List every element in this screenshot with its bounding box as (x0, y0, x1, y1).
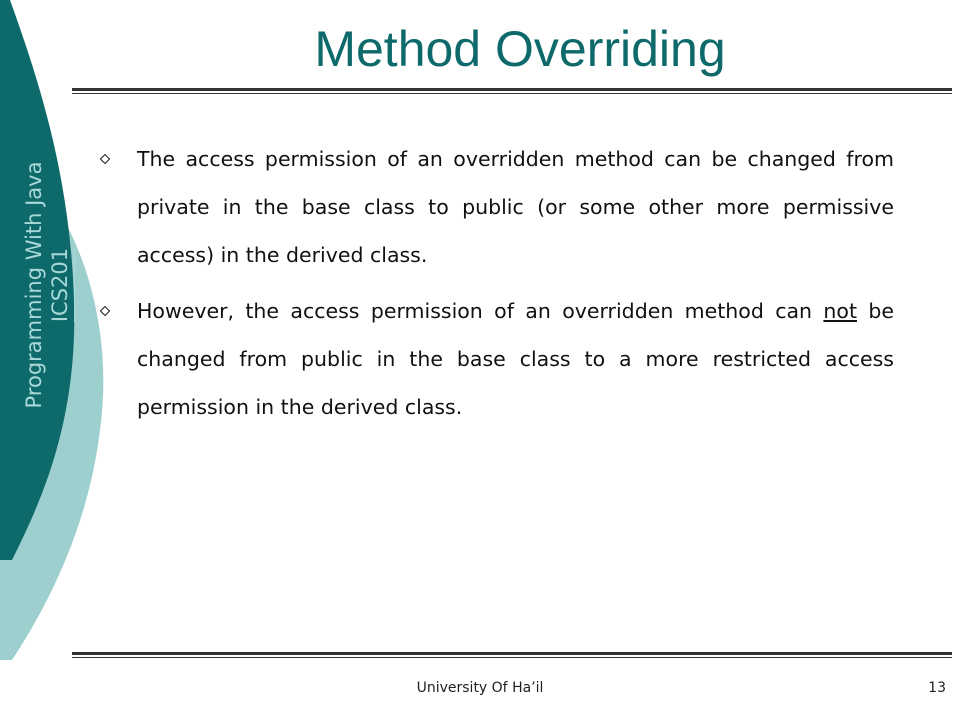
title-divider (72, 88, 952, 91)
bullet-list (100, 135, 894, 439)
slide-title: Method Overriding (314, 21, 726, 77)
bullet-text-before: However, the access permission of an overridden method can (137, 299, 824, 323)
bullet-text-after: be changed from public in the base class to a more restricted access permission in the derived class. (137, 299, 894, 419)
bullet-item (100, 135, 894, 279)
page-number: 13 (928, 680, 946, 696)
footer-university: University Of Ha’il (416, 680, 544, 696)
diamond-bullet-icon (100, 154, 110, 164)
sidebar-course-name: Programming With Java (22, 161, 46, 409)
footer-divider (72, 652, 952, 655)
bullet-text (137, 299, 894, 419)
sidebar-course-label (21, 75, 75, 495)
bullet-item (100, 287, 894, 431)
diamond-bullet-icon (100, 306, 110, 316)
bullet-text: The access permission of an overridden method can be changed from private in the base class to public (or some other more permissive access) in the derived class. (137, 147, 894, 267)
sidebar-course-code: ICS201 (47, 248, 75, 322)
underlined-word: not (823, 299, 857, 323)
